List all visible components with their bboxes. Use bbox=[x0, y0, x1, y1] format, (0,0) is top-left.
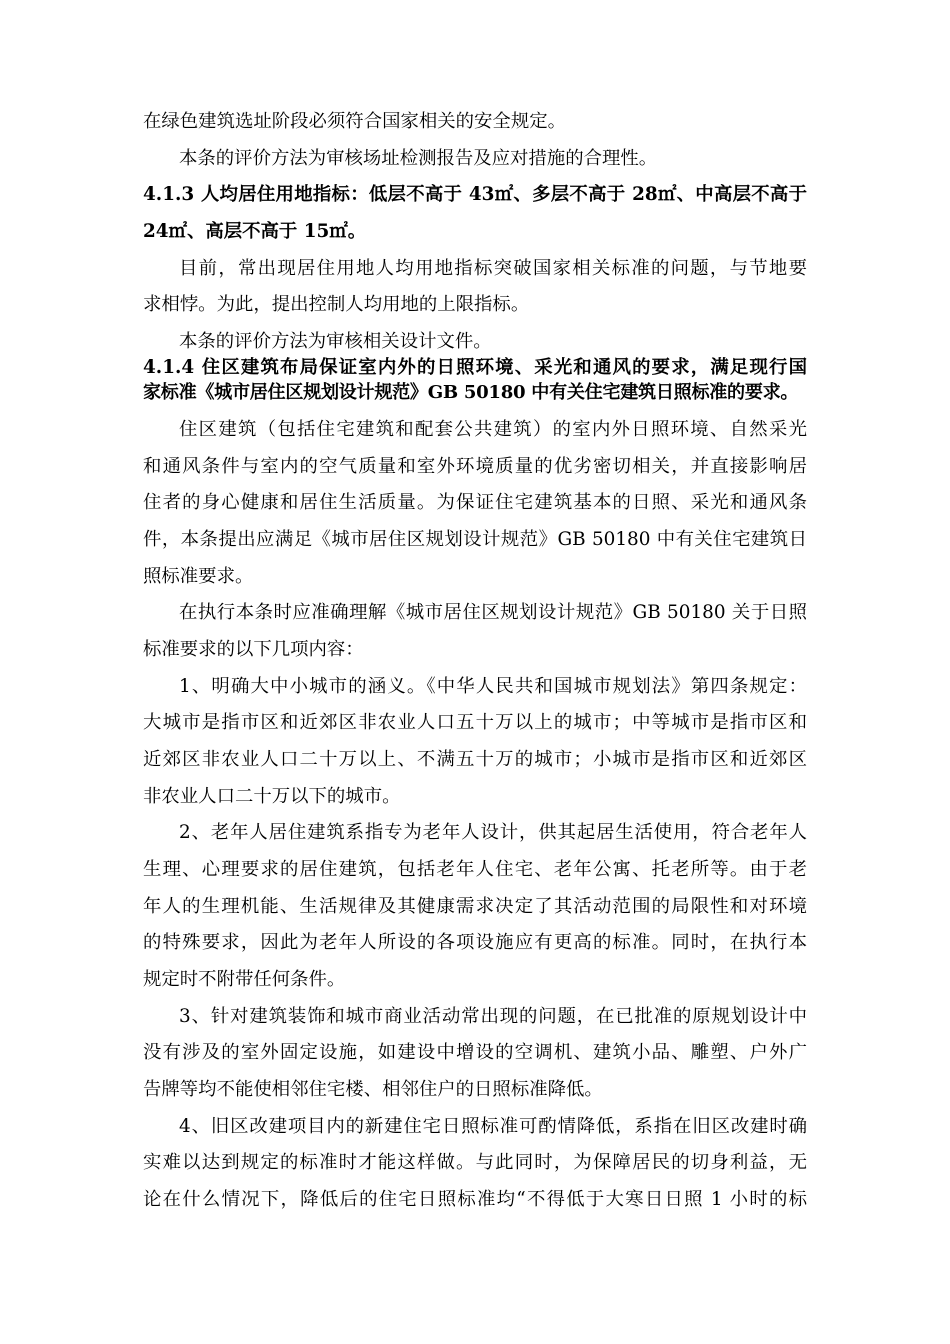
paragraph-line: 求相悖。为此，提出控制人均用地的上限指标。 bbox=[143, 294, 530, 315]
paragraph-line: 标准要求的以下几项内容： bbox=[143, 639, 364, 660]
clause-heading-4-1-4: 家标准《城市居住区规划设计规范》GB 50180 中有关住宅建筑日照标准的要求。 bbox=[143, 382, 799, 403]
paragraph-line: 本条的评价方法为审核场址检测报告及应对措施的合理性。 bbox=[179, 148, 658, 169]
paragraph-line: 近郊区非农业人口二十万以上、不满五十万的城市；小城市是指市区和近郊区 bbox=[143, 749, 807, 770]
paragraph-line: 生理、心理要求的居住建筑，包括老年人住宅、老年公寓、托老所等。由于老 bbox=[143, 859, 807, 880]
paragraph-line: 论在什么情况下，降低后的住宅日照标准均“不得低于大寒日日照 1 小时的标 bbox=[143, 1189, 807, 1210]
paragraph-line: 和通风条件与室内的空气质量和室外环境质量的优劣密切相关，并直接影响居 bbox=[143, 456, 807, 477]
clause-heading-4-1-4: 4.1.4 住区建筑布局保证室内外的日照环境、采光和通风的要求，满足现行国 bbox=[143, 357, 807, 378]
paragraph-line: 3、针对建筑装饰和城市商业活动常出现的问题，在已批准的原规划设计中 bbox=[179, 1006, 807, 1027]
paragraph-line: 住者的身心健康和居住生活质量。为保证住宅建筑基本的日照、采光和通风条 bbox=[143, 492, 807, 513]
paragraph-line: 非农业人口二十万以下的城市。 bbox=[143, 786, 401, 807]
paragraph-line: 4、旧区改建项目内的新建住宅日照标准可酌情降低，系指在旧区改建时确 bbox=[179, 1116, 807, 1137]
paragraph-line: 在执行本条时应准确理解《城市居住区规划设计规范》GB 50180 关于日照 bbox=[179, 602, 807, 623]
paragraph-line: 的特殊要求，因此为老年人所设的各项设施应有更高的标准。同时，在执行本 bbox=[143, 932, 807, 953]
paragraph-line: 照标准要求。 bbox=[143, 566, 254, 587]
paragraph-line: 规定时不附带任何条件。 bbox=[143, 969, 346, 990]
paragraph-line: 件，本条提出应满足《城市居住区规划设计规范》GB 50180 中有关住宅建筑日 bbox=[143, 529, 807, 550]
paragraph-line: 实难以达到规定的标准时才能这样做。与此同时，为保障居民的切身利益，无 bbox=[143, 1152, 807, 1173]
paragraph-line: 在绿色建筑选址阶段必须符合国家相关的安全规定。 bbox=[143, 111, 566, 132]
paragraph-line: 2、老年人居住建筑系指专为老年人设计，供其起居生活使用，符合老年人 bbox=[179, 822, 807, 843]
paragraph-line: 告牌等均不能使相邻住宅楼、相邻住户的日照标准降低。 bbox=[143, 1079, 603, 1100]
paragraph-line: 没有涉及的室外固定设施，如建设中增设的空调机、建筑小品、雕塑、户外广 bbox=[143, 1042, 807, 1063]
paragraph-line: 住区建筑（包括住宅建筑和配套公共建筑）的室内外日照环境、自然采光 bbox=[179, 419, 807, 440]
paragraph-line: 本条的评价方法为审核相关设计文件。 bbox=[179, 331, 492, 352]
paragraph-line: 大城市是指市区和近郊区非农业人口五十万以上的城市；中等城市是指市区和 bbox=[143, 712, 807, 733]
paragraph-line: 目前，常出现居住用地人均用地指标突破国家相关标准的问题，与节地要 bbox=[179, 258, 807, 279]
paragraph-line: 1、明确大中小城市的涵义。《中华人民共和国城市规划法》第四条规定： bbox=[179, 676, 807, 697]
clause-heading-4-1-3: 4.1.3 人均居住用地指标：低层不高于 43㎡、多层不高于 28㎡、中高层不高于 bbox=[143, 184, 807, 205]
clause-heading-4-1-3: 24㎡、高层不高于 15㎡。 bbox=[143, 221, 367, 242]
paragraph-line: 年人的生理机能、生活规律及其健康需求决定了其活动范围的局限性和对环境 bbox=[143, 896, 807, 917]
